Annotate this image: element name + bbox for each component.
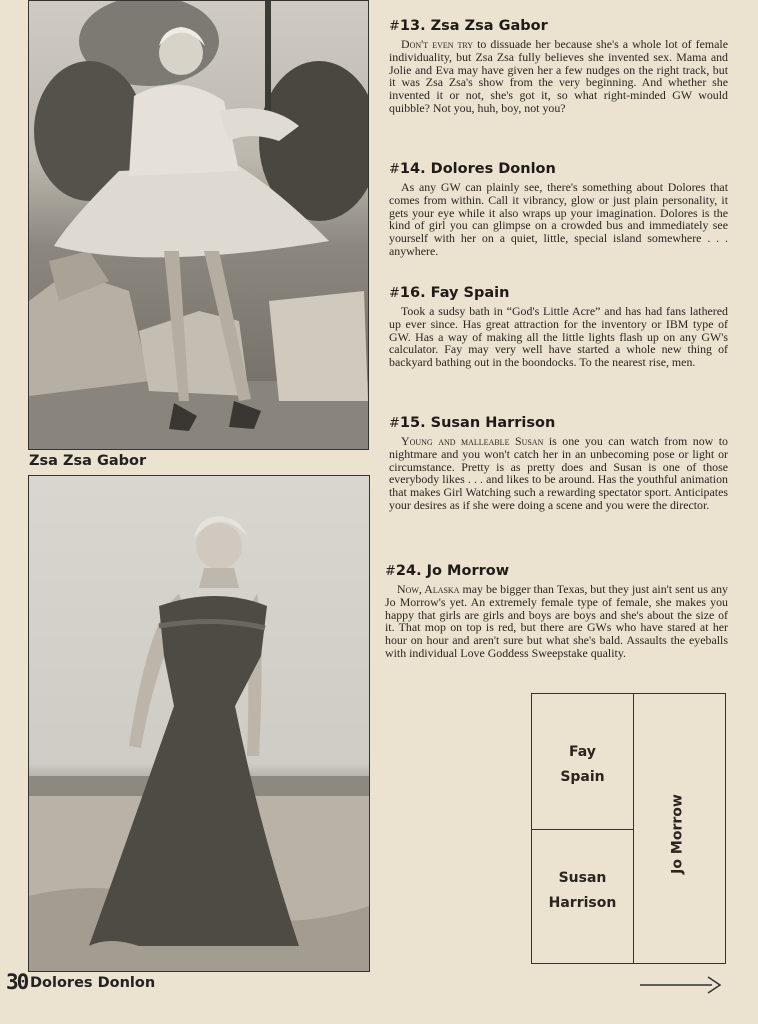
entry-name: Jo Morrow <box>426 563 510 579</box>
entry-body <box>389 38 728 115</box>
entry-jo-morrow <box>385 563 728 660</box>
entry-text: is one you can watch from now to nightmare and you won't catch her in an unbecoming pose or light or circumstance. Pretty is as pretty does and Susan is one of those everybody likes . . . and likes to be around. Has the youthful animation that makes Girl Watching such a rewarding spectator sport. Anticipates your desires as if she were doing a scene and you were the director. <box>389 434 729 512</box>
entry-name: Susan Harrison <box>430 415 556 431</box>
key-label-susan-harrison <box>532 866 633 916</box>
entry-name: Zsa Zsa Gabor <box>430 18 548 34</box>
entry-name: Dolores Donlon <box>430 161 556 177</box>
entry-number: 13. <box>399 18 426 34</box>
hash-mark: # <box>385 564 396 579</box>
entry-number: 16. <box>399 285 426 301</box>
entry-body <box>389 435 728 512</box>
entry-body <box>389 181 728 258</box>
entry-heading <box>389 161 728 177</box>
photo-zsa-zsa-gabor-illustration <box>29 1 368 449</box>
entry-number: 15. <box>399 415 426 431</box>
arrow-right-icon <box>640 975 722 995</box>
photo-zsa-zsa-gabor <box>28 0 369 450</box>
key-label-line: Spain <box>560 769 605 785</box>
entry-name: Fay Spain <box>430 285 510 301</box>
key-divider-vertical <box>633 694 634 963</box>
entry-body <box>385 583 728 660</box>
entry-text: As any GW can plainly see, there's something about Dolores that comes from within. Call it vibrancy, glow or just plain personality, it gets your eye while it also wraps up your imagination. Dolores is the kind of girl you can glimpse on a crowded bus and immediately see yourself with her on a quiet, little, special island somewhere . . . anywhere. <box>389 180 728 258</box>
page-number: 30 <box>6 970 28 994</box>
entry-lead: Now, Alaska <box>397 582 460 596</box>
hash-mark: # <box>389 416 400 431</box>
entry-lead: Young and malleable Susan <box>401 434 544 448</box>
photo-dolores-donlon-illustration <box>29 476 369 971</box>
hash-mark: # <box>389 19 400 34</box>
entry-dolores-donlon <box>389 161 728 258</box>
photo-caption-top: Zsa Zsa Gabor <box>29 453 147 469</box>
key-label-fay-spain <box>532 740 633 790</box>
hash-mark: # <box>389 286 400 301</box>
entry-susan-harrison <box>389 415 728 512</box>
hash-mark: # <box>389 162 400 177</box>
key-label-jo-morrow: Jo Morrow <box>669 794 686 874</box>
key-label-line: Susan <box>558 870 607 886</box>
entry-number: 24. <box>395 563 422 579</box>
photo-caption-bottom: Dolores Donlon <box>30 975 156 991</box>
photo-dolores-donlon <box>28 475 370 972</box>
key-label-line: Harrison <box>548 895 617 911</box>
key-divider-horizontal <box>532 829 633 830</box>
entry-text: may be bigger than Texas, but they just ain't sent us any Jo Morrow's yet. An extremely female type of female, she makes you happy that girls are girls and boys are boys and she's about the size of it. That mop on top is red, but there are GWs who have stared at her hour on hour and aren't sure but what she's bald. Assaults the eyeballs with individual Love Goddess Sweepstake quality. <box>385 582 728 660</box>
entry-heading <box>389 415 728 431</box>
entry-heading <box>389 18 728 34</box>
entry-zsa-zsa-gabor <box>389 18 728 115</box>
entry-body <box>389 305 728 369</box>
entry-fay-spain <box>389 285 728 369</box>
entry-number: 14. <box>399 161 426 177</box>
key-label-line: Fay <box>569 744 596 760</box>
entry-text: Took a sudsy bath in “God's Little Acre” and has had fans lathered up ever since. Has great attraction for the inventory or IBM type of GW. Has a way of making all the little lights flash up on any GW's calculator. Fay may very well have started a whole new thing of backyard bathing out in the boondocks. To the nearest rise, men. <box>389 304 728 370</box>
photo-key-diagram <box>531 693 726 964</box>
entry-lead: Don't even try <box>401 37 474 51</box>
entry-heading <box>385 563 728 579</box>
entry-text: to dissuade her because she's a whole lot of female individuality, but Zsa Zsa fully believes she invented sex. Mama and Jolie and Eva may have given her a few nudges on the right track, but it was Zsa Zsa's show from the very beginning. And whether she invented it or not, she's got it, so what right-minded GW would quibble? Not you, huh, boy, not you? <box>389 37 728 115</box>
entry-heading <box>389 285 728 301</box>
